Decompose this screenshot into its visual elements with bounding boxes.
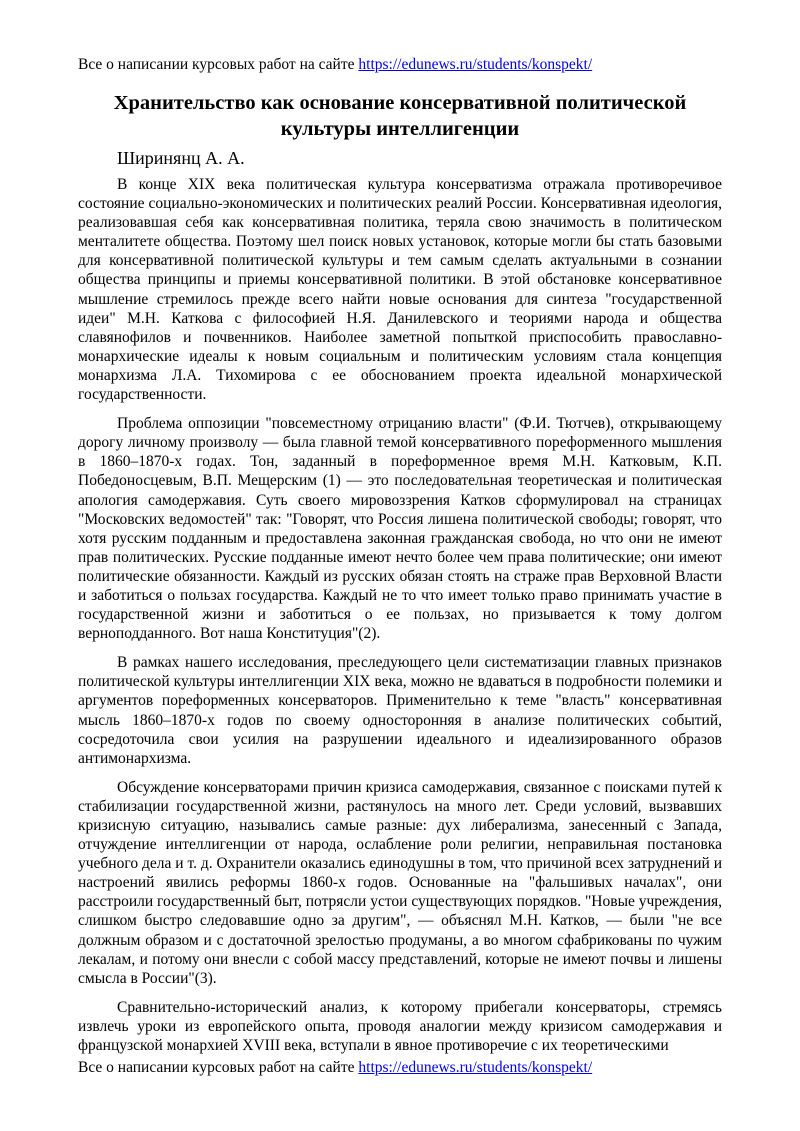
paragraph-3: В рамках нашего исследования, преследующего цели систематизации главных признаков политической культуры интеллигенции XIX века, можно не вдаваться в подробности полемики и аргументов пореформенных консерваторов. Применительно к теме "власть" консервативная мысль 1860–1870-х годов по своему односторонняя в анализе политических событий, сосредоточила свои усилия на разрушении идеального и идеализированного образов антимонархизма. [78, 654, 722, 767]
paragraph-2: Проблема оппозиции "повсеместному отрицанию власти" (Ф.И. Тютчев), открывающему дорогу личному произволу — была главной темой консервативного пореформенного мышления в 1860–1870-х годах. Тон, заданный в пореформенное время М.Н. Катковым, К.П. Победоносцевым, В.П. Мещерским (1) — это последовательная теоретическая и политическая апология самодержавия. Суть своего мировоззрения Катков сформулировал на страницах "Московских ведомостей" так: "Говорят, что Россия лишена политической свободы; говорят, что хотя русским подданным и предоставлена законная гражданская свобода, но что они не имеют прав политических. Русские подданные имеют нечто более чем права политические; они имеют политические обязанности. Каждый из русских обязан стоять на страже прав Верховной Власти и заботиться о пользах государства. Каждый не то что имеет только право принимать участие в государственной жизни и заботиться о ее пользах, но призывается к тому долгом верноподданного. Вот наша Конституция"(2). [78, 415, 722, 643]
paragraph-4: Обсуждение консерваторами причин кризиса самодержавия, связанное с поисками путей к стабилизации государственной жизни, растянулось на много лет. Среди условий, вызвавших кризисную ситуацию, назывались самые разные: дух либерализма, занесенный с Запада, отчуждение интеллигенции от народа, ослабление роли религии, неправильная постановка учебного дела и т. д. Охранители оказались единодушны в том, что причиной всех затруднений и настроений явились реформы 1860-х годов. Основанные на "фальшивых началах", они расстроили государственный быт, потрясли устои существующих порядков. "Новые учреждения, слишком быстро следовавшие одно за другим", — объяснял М.Н. Катков, — были "не все должным образом и с достаточной зрелостью продуманы, а во многом сфабрикованы по чужим лекалам, и потому они внесли с собой массу представлений, которые не имеют почвы и лишены смысла в России"(3). [78, 778, 722, 987]
page-header [78, 55, 592, 75]
document-title: Хранительство как основание консервативной политической культуры интеллигенции [113, 92, 687, 140]
paragraph-5: Сравнительно-исторический анализ, к которому прибегали консерваторы, стремясь извлечь уроки из европейского опыта, проводя аналогии между кризисом самодержавия и французской монархией XVIII века, вступали в явное противоречие с их теоретическими [78, 998, 722, 1055]
footer-site-link[interactable]: https://edunews.ru/students/konspekt/ [358, 1059, 593, 1076]
page-footer [78, 1058, 592, 1078]
paragraph-1: В конце XIX века политическая культура консерватизма отражала противоречивое состояние социально-экономических и политических реалий России. Консервативная идеология, реализовавшая себя как консервативная политика, теряла свою значимость в политическом менталитете общества. Поэтому шел поиск новых установок, которые могли бы стать базовыми для консервативной политической культуры и тем самым сделать актуальными в сознании общества принципы и приемы консервативной политики. В этой обстановке консервативное мышление стремилось прежде всего найти новые основания для синтеза "государственной идеи" М.Н. Каткова с философией Н.Я. Данилевского и теориями народа и общества славянофилов и почвенников. Наиболее заметной попыткой приспособить православно-монархические идеалы к новым социальным и политическим условиям стала концепция монархизма Л.А. Тихомирова с ее обоснованием проекта идеальной монархической государственности. [78, 176, 722, 404]
header-site-link[interactable]: https://edunews.ru/students/konspekt/ [358, 56, 593, 73]
author-name: Ширинянц А. А. [117, 148, 245, 168]
footer-prefix: Все о написании курсовых работ на сайте [78, 1059, 359, 1076]
header-prefix: Все о написании курсовых работ на сайте [78, 56, 359, 73]
document-body [78, 175, 722, 1065]
